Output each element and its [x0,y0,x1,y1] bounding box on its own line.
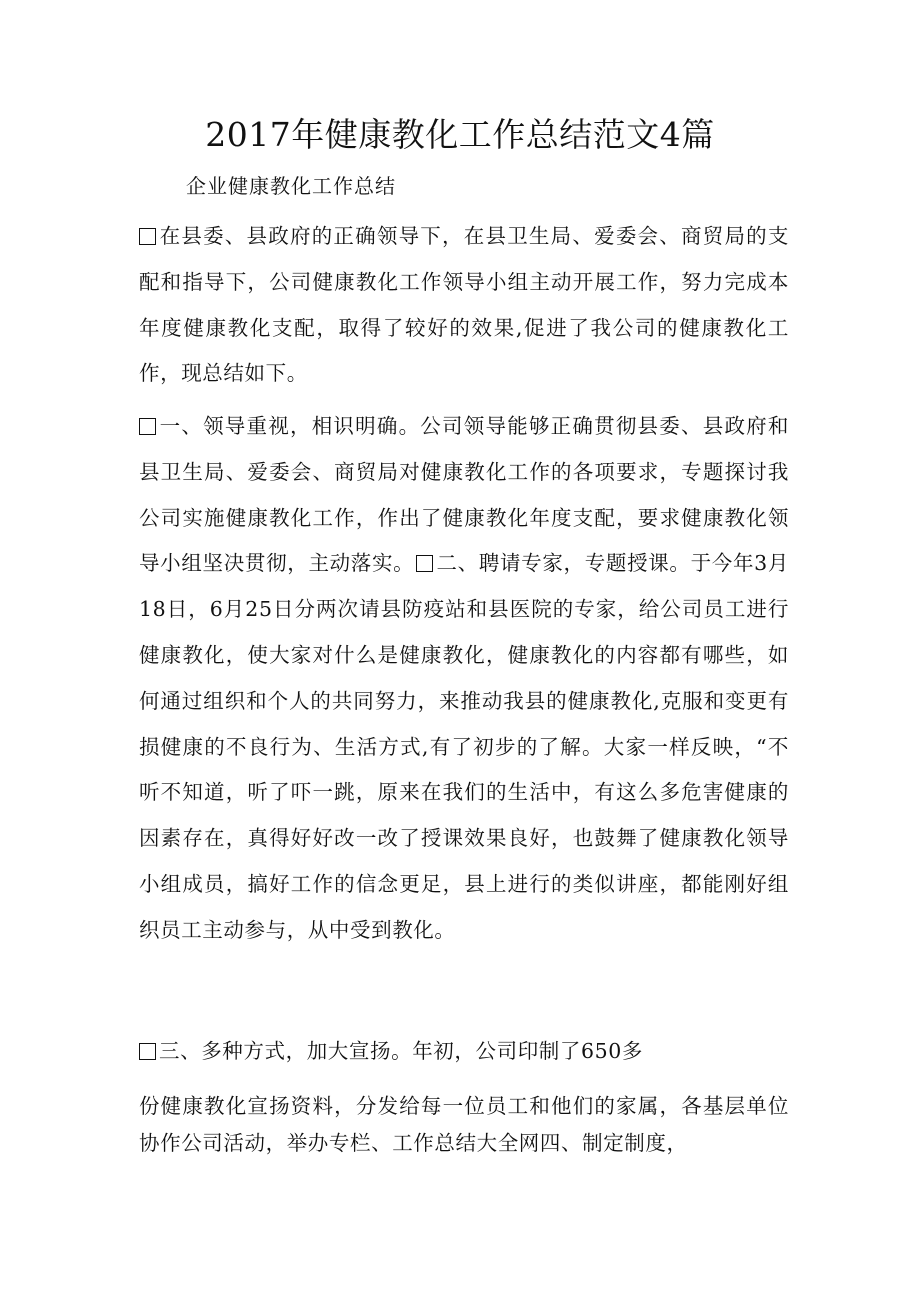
document-subtitle: 企业健康教化工作总结 [186,174,396,198]
checkbox-glyph [416,555,433,572]
checkbox-glyph [139,228,156,245]
paragraph-3 [139,1029,789,1075]
paragraph-4 [139,1088,789,1162]
paragraph-4-text: 份健康教化宣扬资料，分发给每一位员工和他们的家属，各基层单位协作公司活动，举办专栏、工作总结大全网四、制定制度， [139,1094,789,1155]
checkbox-glyph [139,1043,156,1060]
paragraph-2b-text: 二、聘请专家，专题授课。于今年3月18日，6月25日分两次请县防疫站和县医院的专家，给公司员工进行健康教化，使大家对什么是健康教化，健康教化的内容都有哪些，如何通过组织和个人的共同努力，来推动我县的健康教化,克服和变更有损健康的不良行为、生活方式,有了初步的了解。大家一样反映，“不听不知道，听了吓一跳，原来在我们的生活中，有这么多危害健康的因素存在，真得好好改一改了授课效果良好，也鼓舞了健康教化领导小组成员，搞好工作的信念更足，县上进行的类似讲座，都能刚好组织员工主动参与，从中受到教化。 [139,551,789,942]
checkbox-glyph [139,418,156,435]
paragraph-1 [139,214,789,397]
paragraph-2a-text: 一、领导重视，相识明确。公司领导能够正确贯彻县委、县政府和县卫生局、爱委会、商贸局对健康教化工作的各项要求，专题探讨我公司实施健康教化工作，作出了健康教化年度支配，要求健康教化领导小组坚决贯彻，主动落实。 [139,414,789,576]
paragraph-2 [139,404,789,954]
paragraph-1-text: 在县委、县政府的正确领导下，在县卫生局、爱委会、商贸局的支配和指导下，公司健康教化工作领导小组主动开展工作，努力完成本年度健康教化支配，取得了较好的效果,促进了我公司的健康教化工作，现总结如下。 [139,224,789,386]
document-title: 2017年健康教化工作总结范文4篇 [205,115,715,154]
paragraph-3-text: 三、多种方式，加大宣扬。年初，公司印制了650多 [159,1039,644,1063]
